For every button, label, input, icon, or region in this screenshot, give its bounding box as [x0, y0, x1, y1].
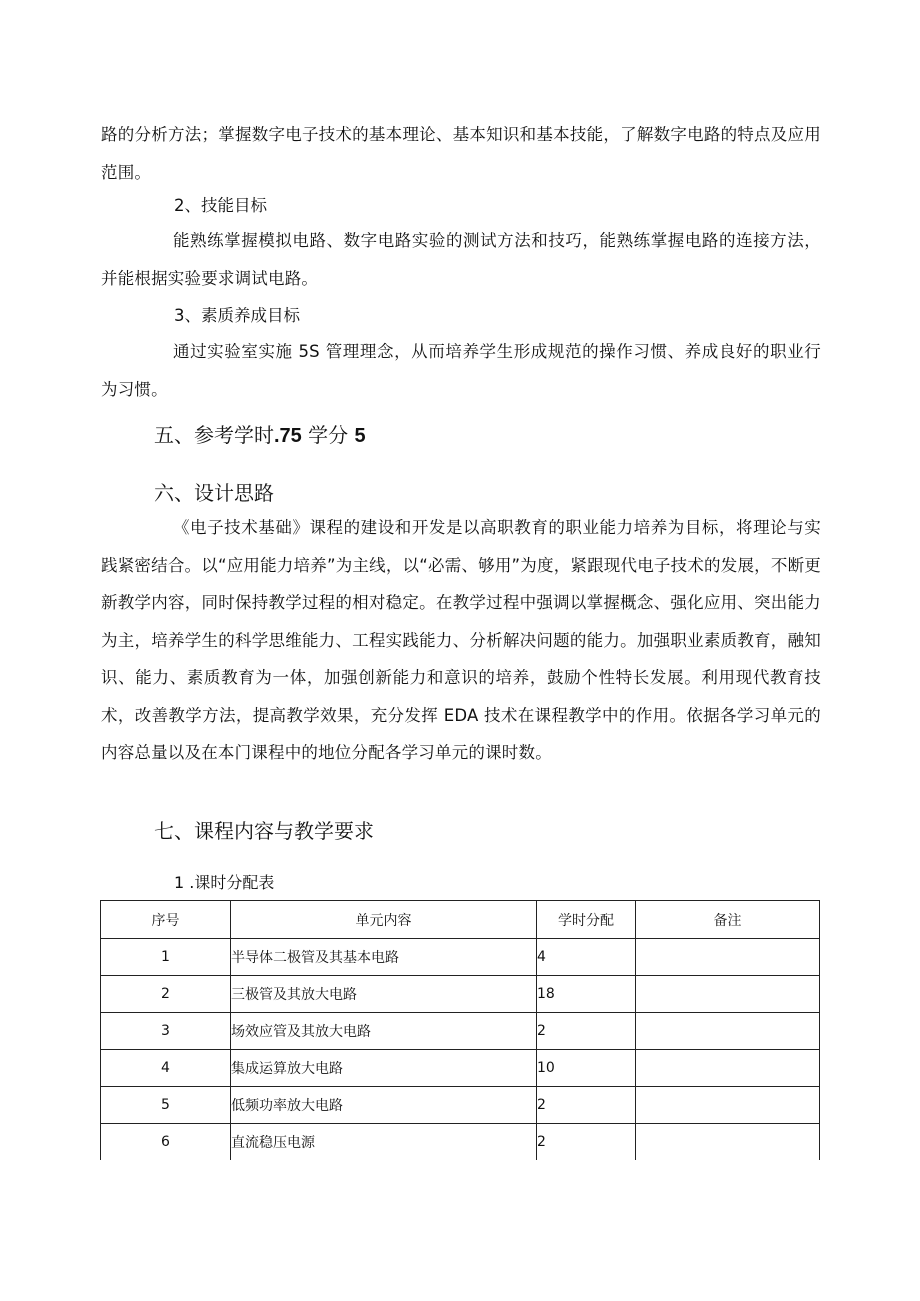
- cell-unit: 半导体二极管及其基本电路: [231, 939, 537, 976]
- cell-unit: 集成运算放大电路: [231, 1050, 537, 1087]
- cell-hours: 4: [537, 939, 636, 976]
- table-row: [101, 939, 820, 976]
- cell-unit: 三极管及其放大电路: [231, 976, 537, 1013]
- cell-no: 6: [101, 1124, 231, 1161]
- cell-no: 4: [101, 1050, 231, 1087]
- cell-note: [636, 1013, 820, 1050]
- cell-hours: 18: [537, 976, 636, 1013]
- cell-note: [636, 1124, 820, 1161]
- cell-hours: 2: [537, 1087, 636, 1124]
- cell-no: 5: [101, 1087, 231, 1124]
- cell-no: 1: [101, 939, 231, 976]
- credits-value: 5: [354, 425, 366, 447]
- cell-no: 2: [101, 976, 231, 1013]
- cell-unit: 低频功率放大电路: [231, 1087, 537, 1124]
- table-row: [101, 1087, 820, 1124]
- table-row: [101, 1124, 820, 1161]
- credit-label: 学分: [301, 423, 355, 447]
- section-6-heading: 六、设计思路: [154, 481, 274, 505]
- table-title: 1 .课时分配表: [174, 873, 275, 892]
- table-row: [101, 976, 820, 1013]
- cell-note: [636, 1087, 820, 1124]
- hours-allocation-table: [100, 900, 820, 1160]
- header-no: 序号: [101, 901, 231, 939]
- section-5-prefix: 五、参考学时: [154, 423, 274, 447]
- header-unit: 单元内容: [231, 901, 537, 939]
- cell-unit: 场效应管及其放大电路: [231, 1013, 537, 1050]
- paragraph-skill-goal: 能熟练掌握模拟电路、数字电路实验的测试方法和技巧，能熟练掌握电路的连接方法，并能根据实验要求调试电路。: [101, 231, 821, 288]
- reference-hours: .75: [274, 425, 302, 447]
- table-row: [101, 1013, 820, 1050]
- cell-note: [636, 1050, 820, 1087]
- table-row: [101, 1050, 820, 1087]
- cell-hours: 2: [537, 1013, 636, 1050]
- header-note: 备注: [636, 901, 820, 939]
- subheading-quality-goal: 3、素质养成目标: [174, 306, 300, 325]
- cell-hours: 2: [537, 1124, 636, 1161]
- cell-no: 3: [101, 1013, 231, 1050]
- paragraph-knowledge-goal-continuation: 路的分析方法；掌握数字电子技术的基本理论、基本知识和基本技能，了解数字电路的特点及应用范围。: [101, 125, 821, 182]
- cell-note: [636, 976, 820, 1013]
- cell-note: [636, 939, 820, 976]
- paragraph-quality-goal: 通过实验室实施 5S 管理理念，从而培养学生形成规范的操作习惯、养成良好的职业行为习惯。: [101, 342, 821, 399]
- paragraph-design-idea: 《电子技术基础》课程的建设和开发是以高职教育的职业能力培养为目标，将理论与实践紧密结合。以“应用能力培养”为主线，以“必需、够用”为度，紧跟现代电子技术的发展，不断更新教学内容，同时保持教学过程的相对稳定。在教学过程中强调以掌握概念、强化应用、突出能力为主，培养学生的科学思维能力、工程实践能力、分析解决问题的能力。加强职业素质教育，融知识、能力、素质教育为一体，加强创新能力和意识的培养，鼓励个性特长发展。利用现代教育技术，改善教学方法，提高教学效果，充分发挥 EDA 技术在课程教学中的作用。依据各学习单元的内容总量以及在本门课程中的地位分配各学习单元的课时数。: [101, 518, 821, 762]
- cell-hours: 10: [537, 1050, 636, 1087]
- subheading-skill-goal: 2、技能目标: [174, 196, 267, 215]
- cell-unit: 直流稳压电源: [231, 1124, 537, 1161]
- section-7-heading: 七、课程内容与教学要求: [154, 819, 374, 843]
- table-header-row: [101, 901, 820, 939]
- section-5-heading: [154, 422, 366, 449]
- header-hours: 学时分配: [537, 901, 636, 939]
